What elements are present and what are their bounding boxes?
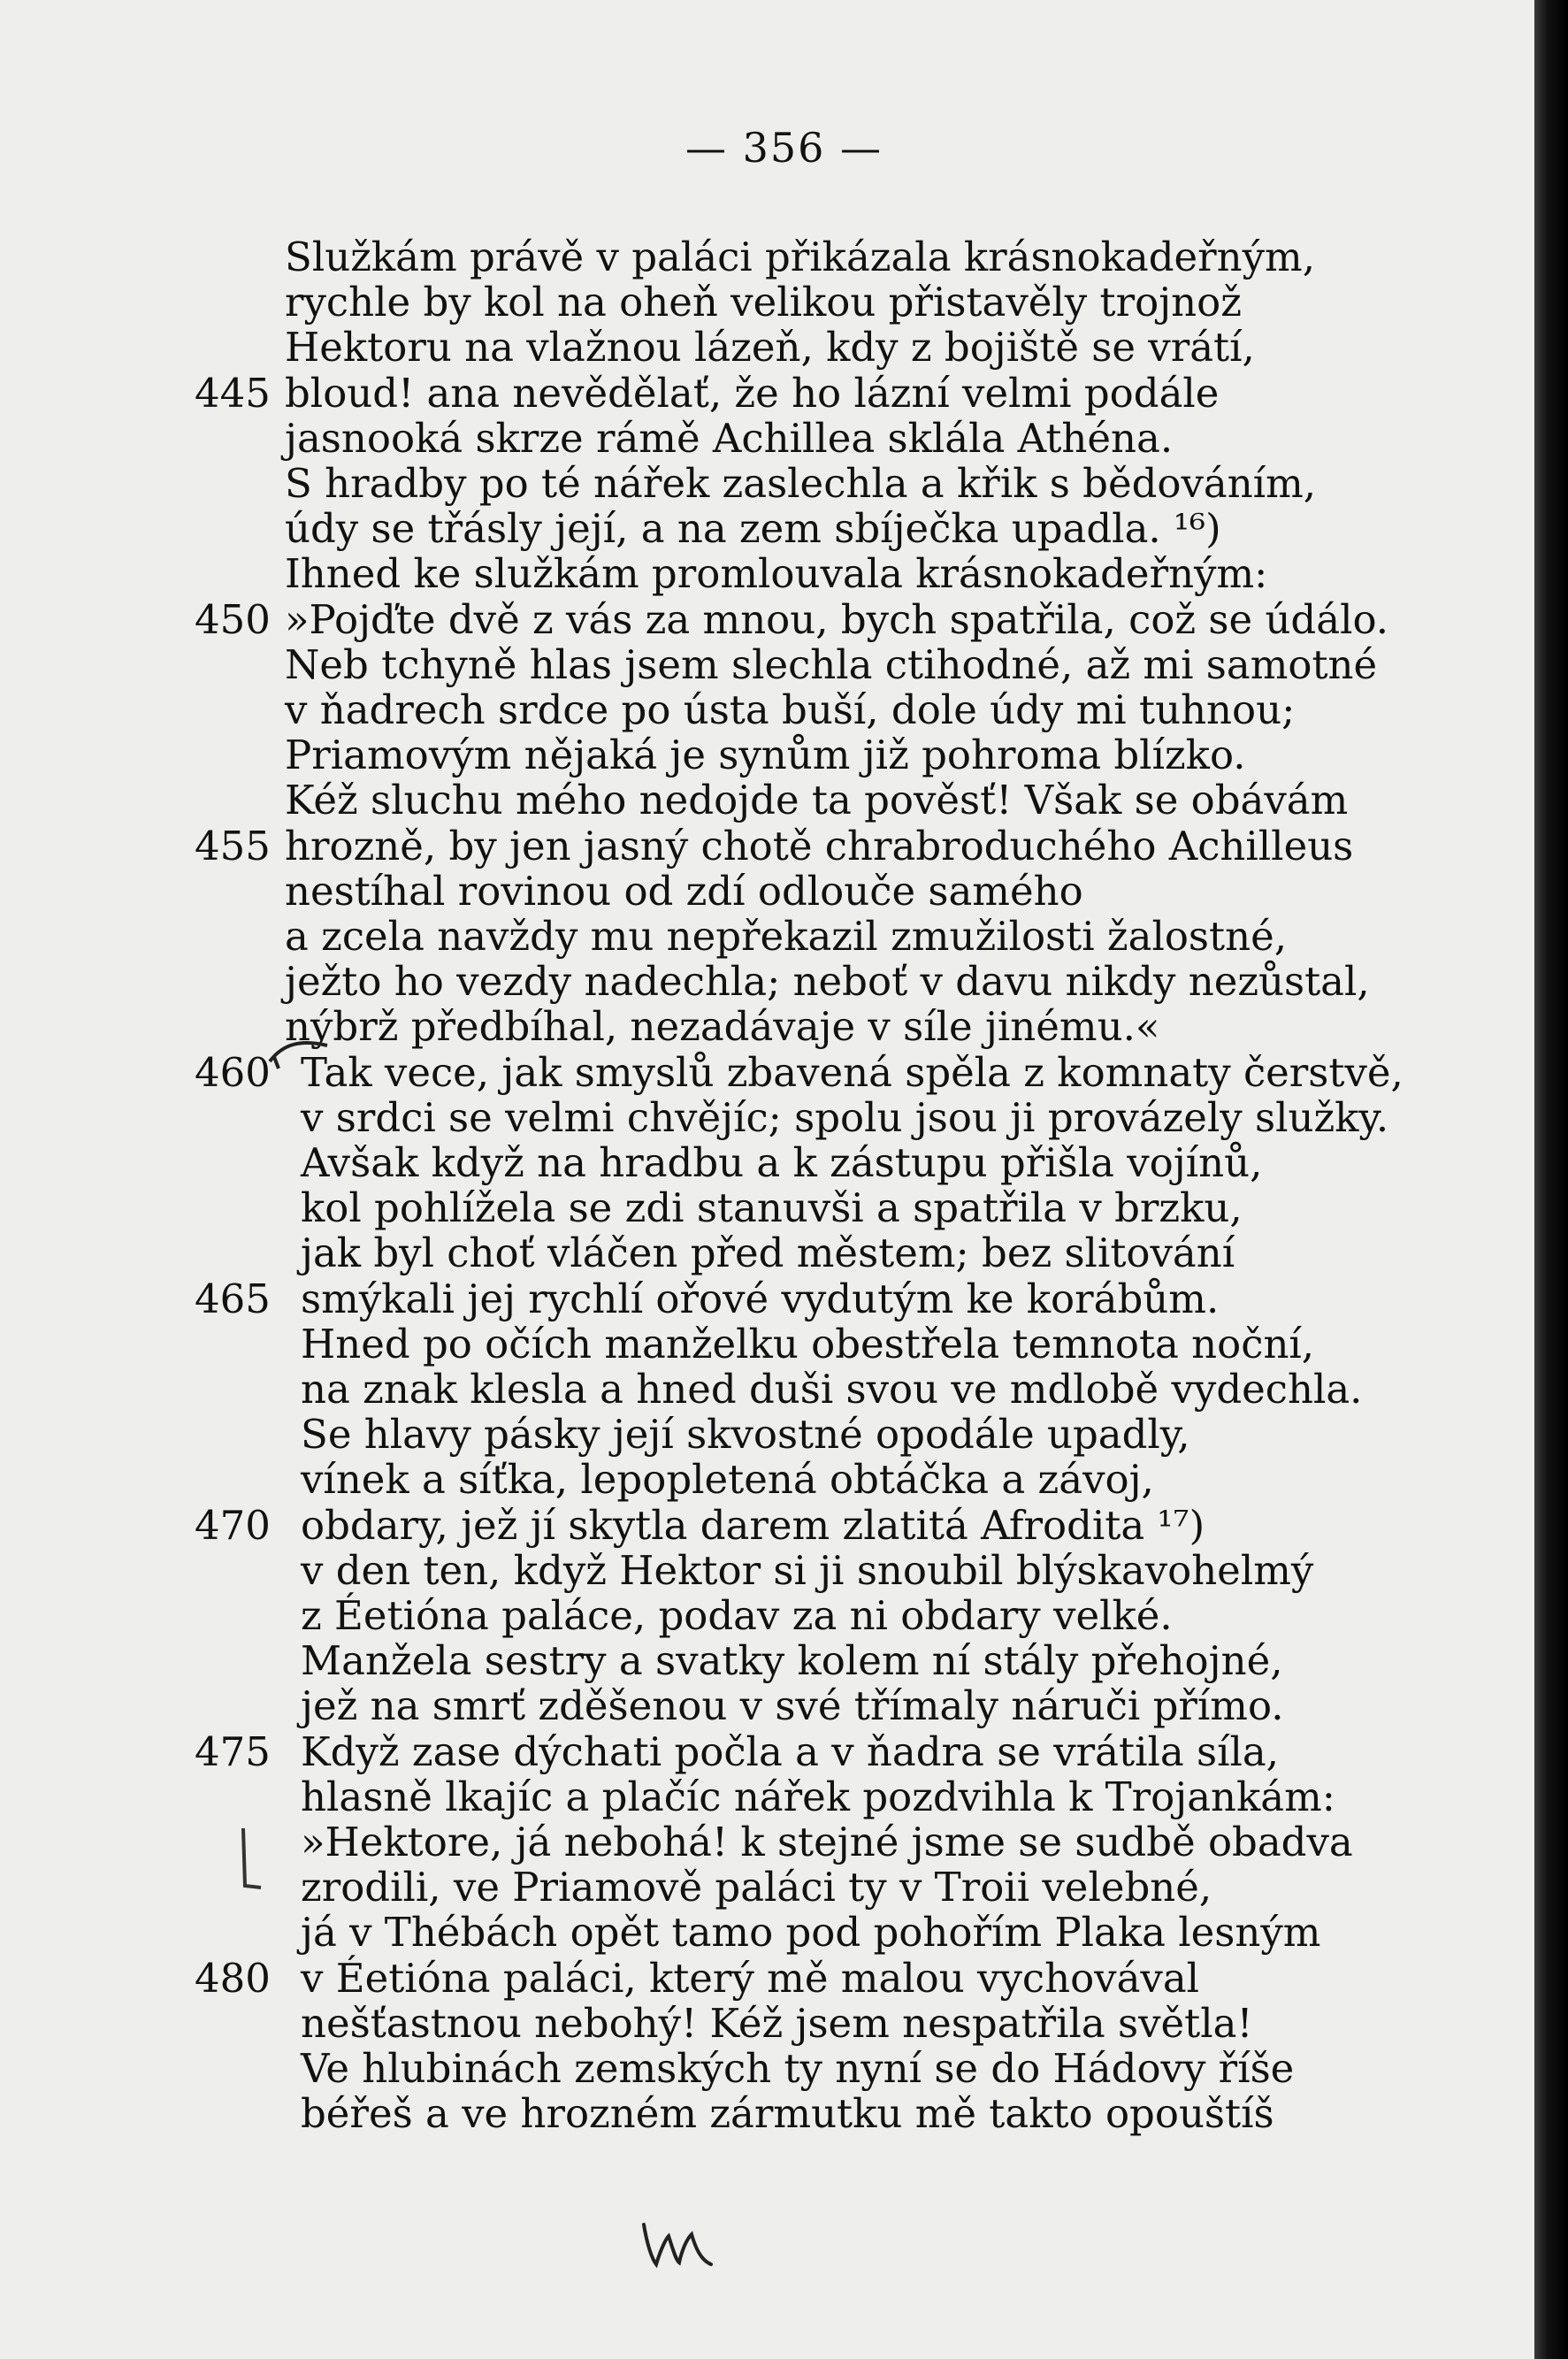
poem-line — [0, 914, 1459, 960]
poem-line — [0, 1367, 1459, 1413]
line-text: béřeš a ve hrozném zármutku mě takto opouštíš — [301, 2090, 1274, 2138]
poem-line — [0, 1095, 1459, 1141]
line-text: v Éetióna paláci, který mě malou vychovával — [301, 1954, 1200, 2002]
poem-line — [0, 280, 1459, 326]
poem-line — [0, 1321, 1459, 1367]
line-text: údy se třásly její, a na zem sbíječka upadla. ¹⁶) — [285, 505, 1221, 553]
line-text: »Pojďte dvě z vás za mnou, bych spatřila, což se údálo. — [285, 595, 1389, 643]
poem-line — [0, 1412, 1459, 1458]
poem-line — [0, 869, 1459, 915]
page-edge-shadow — [1534, 0, 1568, 2359]
poem-line — [0, 1593, 1459, 1639]
poem-line — [0, 506, 1459, 552]
line-text: kol pohlížela se zdi stanuvši a spatřila v brzku, — [301, 1184, 1243, 1232]
line-text: nýbrž předbíhal, nezadávaje v síle jinému.« — [285, 1003, 1160, 1051]
poem-line — [0, 1910, 1459, 1956]
line-text: bloud! ana nevědělať, že ho lázní velmi podále — [285, 369, 1220, 417]
line-number: 465 — [195, 1275, 271, 1322]
poem-line — [0, 1865, 1459, 1911]
poem-line — [0, 642, 1459, 688]
line-number: 480 — [195, 1954, 271, 2002]
poem-line — [0, 1457, 1459, 1503]
poem-line — [0, 597, 1459, 643]
poem-line — [0, 1004, 1459, 1050]
poem-line — [0, 732, 1459, 778]
line-text: Služkám právě v paláci přikázala krásnokadeřným, — [285, 234, 1316, 280]
poem-line — [0, 371, 1459, 417]
line-text: S hradby po té nářek zaslechla a křik s bědováním, — [285, 460, 1317, 507]
line-number: 470 — [195, 1501, 271, 1549]
poem-line — [0, 1503, 1459, 1549]
line-text: z Éetióna paláce, podav za ni obdary velké. — [301, 1592, 1173, 1639]
poem-line — [0, 1956, 1459, 2002]
line-text: hrozně, by jen jasný chotě chrabroduchého Achilleus — [285, 822, 1354, 869]
poem-line — [0, 234, 1459, 280]
page-number: — 356 — — [685, 124, 883, 172]
line-text: Tak vece, jak smyslů zbavená spěla z komnaty čerstvě, — [301, 1048, 1404, 1096]
line-number: 445 — [195, 369, 271, 417]
line-text: Hned po očích manželku obestřela temnota noční, — [301, 1320, 1315, 1367]
line-number: 475 — [195, 1727, 271, 1775]
line-text: Manžela sestry a svatky kolem ní stály přehojné, — [301, 1637, 1283, 1685]
line-text: nešťastnou nebohý! Kéž jsem nespatřila světla! — [301, 1999, 1253, 2047]
poem-line — [0, 325, 1459, 371]
line-text: v ňadrech srdce po ústa buší, dole údy mi tuhnou; — [285, 686, 1296, 733]
line-text: vínek a síťka, lepopletená obtáčka a závoj, — [301, 1456, 1154, 1504]
line-text: na znak klesla a hned duši svou ve mdlobě vydechla. — [301, 1366, 1363, 1413]
pencil-mark — [234, 1824, 270, 1895]
poem-line — [0, 2091, 1459, 2137]
line-number: 450 — [195, 595, 271, 643]
line-text: Hektoru na vlažnou lázeň, kdy z bojiště se vrátí, — [285, 324, 1255, 371]
poem-line — [0, 1185, 1459, 1231]
line-text: Avšak když na hradbu a k zástupu přišla vojínů, — [301, 1139, 1263, 1186]
poem-line — [0, 1050, 1459, 1096]
poem-line — [0, 1819, 1459, 1865]
line-text: ježto ho vezdy nadechla; neboť v davu nikdy nezůstal, — [285, 958, 1370, 1006]
line-text: Ve hlubinách zemských ty nyní se do Hádovy říše — [301, 2045, 1295, 2092]
line-number: 455 — [195, 822, 271, 869]
line-text: Priamovým nějaká je synům již pohroma blízko. — [285, 731, 1246, 779]
poem-line — [0, 416, 1459, 462]
poem-line — [0, 2046, 1459, 2092]
line-text: jež na smrť zděšenou v své třímaly náruči přímo. — [301, 1682, 1284, 1730]
handwritten-initial-mark — [637, 2211, 716, 2273]
line-text: »Hektore, já nebohá! k stejné jsme se sudbě obadva — [301, 1819, 1353, 1865]
line-text: smýkali jej rychlí ořové vydutým ke korábům. — [301, 1275, 1220, 1322]
poem-line — [0, 551, 1459, 597]
line-text: v srdci se velmi chvějíc; spolu jsou ji provázely služky. — [301, 1093, 1389, 1141]
line-text: zrodili, ve Priamově paláci ty v Troii velebné, — [301, 1864, 1212, 1911]
line-text: nestíhal rovinou od zdí odlouče samého — [285, 867, 1083, 915]
line-text: Když zase dýchati počla a v ňadra se vrátila síla, — [301, 1727, 1279, 1775]
line-text: jasnooká skrze rámě Achillea sklála Athéna. — [285, 414, 1174, 462]
poem-line — [0, 1683, 1459, 1729]
line-text: Neb tchyně hlas jsem slechla ctihodné, až mi samotné — [285, 640, 1378, 688]
poem-line — [0, 1230, 1459, 1276]
poem-line — [0, 687, 1459, 733]
poem-line — [0, 823, 1459, 869]
poem-line — [0, 1276, 1459, 1322]
line-text: jak byl choť vláčen před městem; bez slitování — [301, 1229, 1235, 1277]
poem-line — [0, 1548, 1459, 1594]
line-text: obdary, jež jí skytla darem zlatitá Afrodita ¹⁷) — [301, 1501, 1205, 1549]
poem-line — [0, 461, 1459, 507]
line-text: rychle by kol na oheň velikou přistavěly trojnož — [285, 279, 1242, 326]
poem-line — [0, 777, 1459, 823]
poem-line — [0, 1638, 1459, 1684]
line-text: já v Thébách opět tamo pod pohořím Plaka lesným — [301, 1909, 1321, 1957]
poem-line — [0, 1729, 1459, 1775]
poem-line — [0, 959, 1459, 1005]
line-text: Kéž sluchu mého nedojde ta pověsť! Však se obávám — [285, 777, 1349, 824]
poem-line — [0, 1774, 1459, 1820]
line-text: a zcela navždy mu nepřekazil zmužilosti žalostné, — [285, 913, 1288, 960]
poem-line — [0, 1140, 1459, 1186]
line-number: 460 — [195, 1048, 271, 1096]
line-text: v den ten, když Hektor si ji snoubil blýskavohelmý — [301, 1546, 1314, 1594]
line-text: Ihned ke služkám promlouvala krásnokadeřným: — [285, 550, 1268, 598]
line-text: hlasně lkajíc a plačíc nářek pozdvihla k Trojankám: — [301, 1773, 1335, 1820]
poem-line — [0, 2001, 1459, 2047]
line-text: Se hlavy pásky její skvostné opodále upadly, — [301, 1411, 1190, 1459]
ink-mark — [265, 1035, 354, 1070]
